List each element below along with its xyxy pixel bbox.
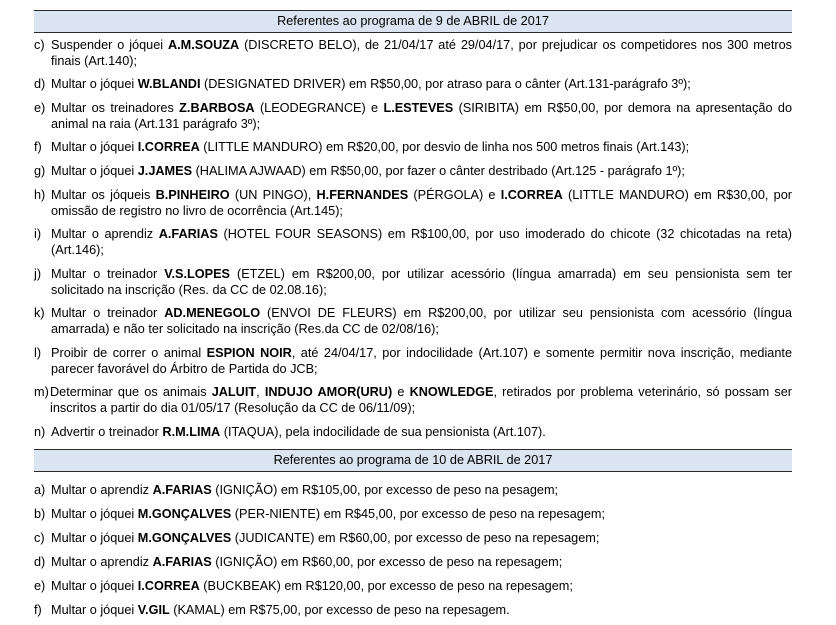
list-item [34,139,792,155]
bold-name: W.BLANDI [137,77,201,91]
list-item [34,602,792,618]
section-header-9-abril: Referentes ao programa de 9 de ABRIL de 2017 [34,10,792,33]
item-label: k) [34,306,45,320]
bold-name: A.FARIAS [152,555,212,569]
section-header-10-abril: Referentes ao programa de 10 de ABRIL de 2017 [34,449,792,472]
item-text [51,578,792,594]
item-label: h) [34,188,46,202]
item-text [51,266,792,298]
list-item [34,100,792,132]
list-item [34,226,792,258]
item-text [51,506,792,522]
text-run: (LITTLE MANDURO) em R$30,00, por omissão de registro no livro de ocorrência (Art.145); [51,188,792,218]
text-run: , até 24/04/17, por indocilidade (Art.107) e somente permitir nova inscrição, mediante parecer favorável do Árbitro de Partida do JCB; [51,346,793,376]
bold-name: L.ESTEVES [383,101,454,115]
item-label: e) [34,579,46,593]
bold-name: V.GIL [137,603,170,617]
text-run: Determinar que os animais [50,385,212,399]
text-run: , retirados por problema veterinário, só possam ser inscritos a partir do dia 01/05/17 (Resolução da CC de 06/11/09); [50,385,792,415]
text-run: (HOTEL FOUR SEASONS) em R$100,00, por uso imoderado do chicote (32 chicotadas na reta) (Art.146); [51,227,792,257]
text-run: (DISCRETO BELO), de 21/04/17 até 29/04/17, por prejudicar os competidores nos 300 metros finais (Art.140); [51,38,792,68]
item-label: b) [34,507,46,521]
list-item [34,384,792,416]
text-run: Multar o jóquei [51,140,138,154]
text-run: (DESIGNATED DRIVER) em R$50,00, por atraso para o cânter (Art.131-parágrafo 3º); [200,77,691,91]
list-item [34,424,792,440]
list-item [34,266,792,298]
item-label: a) [34,483,46,497]
text-run: (PER-NIENTE) em R$45,00, por excesso de peso na repesagem; [231,507,606,521]
item-label: e) [34,101,46,115]
item-text [51,424,792,440]
text-run: Multar o jóquei [51,77,138,91]
item-text [51,482,792,498]
bold-name: V.S.LOPES [164,267,231,281]
text-run: (IGNIÇÃO) em R$60,00, por excesso de peso na repesagem; [211,555,563,569]
item-label: f) [34,603,42,617]
bold-name: Z.BARBOSA [179,101,255,115]
text-run: Multar o jóquei [51,164,138,178]
list-item [34,345,792,377]
item-text [51,530,792,546]
text-run: , [256,385,265,399]
item-label: n) [34,425,46,439]
text-run: Advertir o treinador [51,425,163,439]
item-text [51,37,792,69]
item-label: l) [34,346,42,360]
bold-name: JALUIT [211,385,257,399]
text-run: Multar o aprendiz [51,483,153,497]
text-run: Multar o aprendiz [51,227,159,241]
text-run: (PÉRGOLA) e [408,188,501,202]
item-text [51,554,792,570]
list-item [34,578,792,594]
text-run: Multar os treinadores [51,101,180,115]
item-text [51,602,792,618]
bold-name: R.M.LIMA [162,425,221,439]
bold-name: KNOWLEDGE [409,385,494,399]
item-text [51,139,792,155]
item-label: j) [34,267,42,281]
text-run: (LEODEGRANCE) e [254,101,384,115]
item-text [51,76,792,92]
bold-name: ESPION NOIR [206,346,292,360]
item-label: g) [34,164,46,178]
list-item [34,482,792,498]
text-run: (ENVOI DE FLEURS) em R$200,00, por utilizar seu pensionista com acessório (língua amarrada) e não ter solicitado na inscrição (Res.da CC de 02/08/16); [51,306,792,336]
item-text [51,345,792,377]
bold-name: A.FARIAS [158,227,218,241]
item-label: m) [34,385,49,399]
text-run: (BUCKBEAK) em R$120,00, por excesso de peso na repesagem; [199,579,573,593]
bold-name: AD.MENEGOLO [164,306,261,320]
bold-name: I.CORREA [500,188,563,202]
text-run: Proibir de correr o animal [51,346,207,360]
item-text [51,187,792,219]
list-item [34,554,792,570]
item-label: f) [34,140,42,154]
text-run: Multar o jóquei [51,507,138,521]
text-run: Multar o treinador [51,306,165,320]
bold-name: I.CORREA [137,579,200,593]
list-item [34,37,792,69]
text-run: (SIRIBITA) em R$50,00, por demora na apresentação do animal na raia (Art.131 parágrafo 3º); [51,101,792,131]
item-text [50,384,792,416]
text-run: (UN PINGO), [229,188,317,202]
text-run: (LITTLE MANDURO) em R$20,00, por desvio de linha nos 500 metros finais (Art.143); [199,140,690,154]
bold-name: A.FARIAS [152,483,212,497]
bold-name: M.GONÇALVES [137,507,232,521]
list-item [34,76,792,92]
text-run: Multar o jóquei [51,603,138,617]
list-item [34,163,792,179]
text-run: Multar o jóquei [51,579,138,593]
item-label: d) [34,555,46,569]
text-run: Multar os jóqueis [51,188,156,202]
item-text [51,226,792,258]
list-item [34,506,792,522]
text-run: Multar o aprendiz [51,555,153,569]
item-label: c) [34,38,45,52]
text-run: (JUDICANTE) em R$60,00, por excesso de peso na repesagem; [231,531,600,545]
bold-name: INDUJO AMOR(URU) [264,385,393,399]
text-run: (HALIMA AJWAAD) em R$50,00, por fazer o cânter destribado (Art.125 - parágrafo 1º); [192,164,685,178]
bold-name: M.GONÇALVES [137,531,232,545]
bold-name: I.CORREA [137,140,200,154]
item-label: c) [34,531,45,545]
text-run: (ETZEL) em R$200,00, por utilizar acessório (língua amarrada) em seu pensionista sem ter solicitado na inscrição (Res. da CC de 02.08.16); [51,267,792,297]
item-label: i) [34,227,42,241]
item-text [51,305,792,337]
text-run: (IGNIÇÃO) em R$105,00, por excesso de peso na pesagem; [211,483,559,497]
list-item [34,187,792,219]
item-text [51,100,792,132]
text-run: Multar o treinador [51,267,165,281]
list-item [34,530,792,546]
item-text [51,163,792,179]
text-run: (KAMAL) em R$75,00, por excesso de peso na repesagem. [169,603,510,617]
bold-name: A.M.SOUZA [167,38,240,52]
text-run: Suspender o jóquei [51,38,168,52]
bold-name: H.FERNANDES [316,188,409,202]
list-item [34,305,792,337]
bold-name: B.PINHEIRO [155,188,230,202]
text-run: (ITAQUA), pela indocilidade de sua pensionista (Art.107). [220,425,546,439]
text-run: e [392,385,410,399]
item-label: d) [34,77,46,91]
bold-name: J.JAMES [137,164,193,178]
text-run: Multar o jóquei [51,531,138,545]
